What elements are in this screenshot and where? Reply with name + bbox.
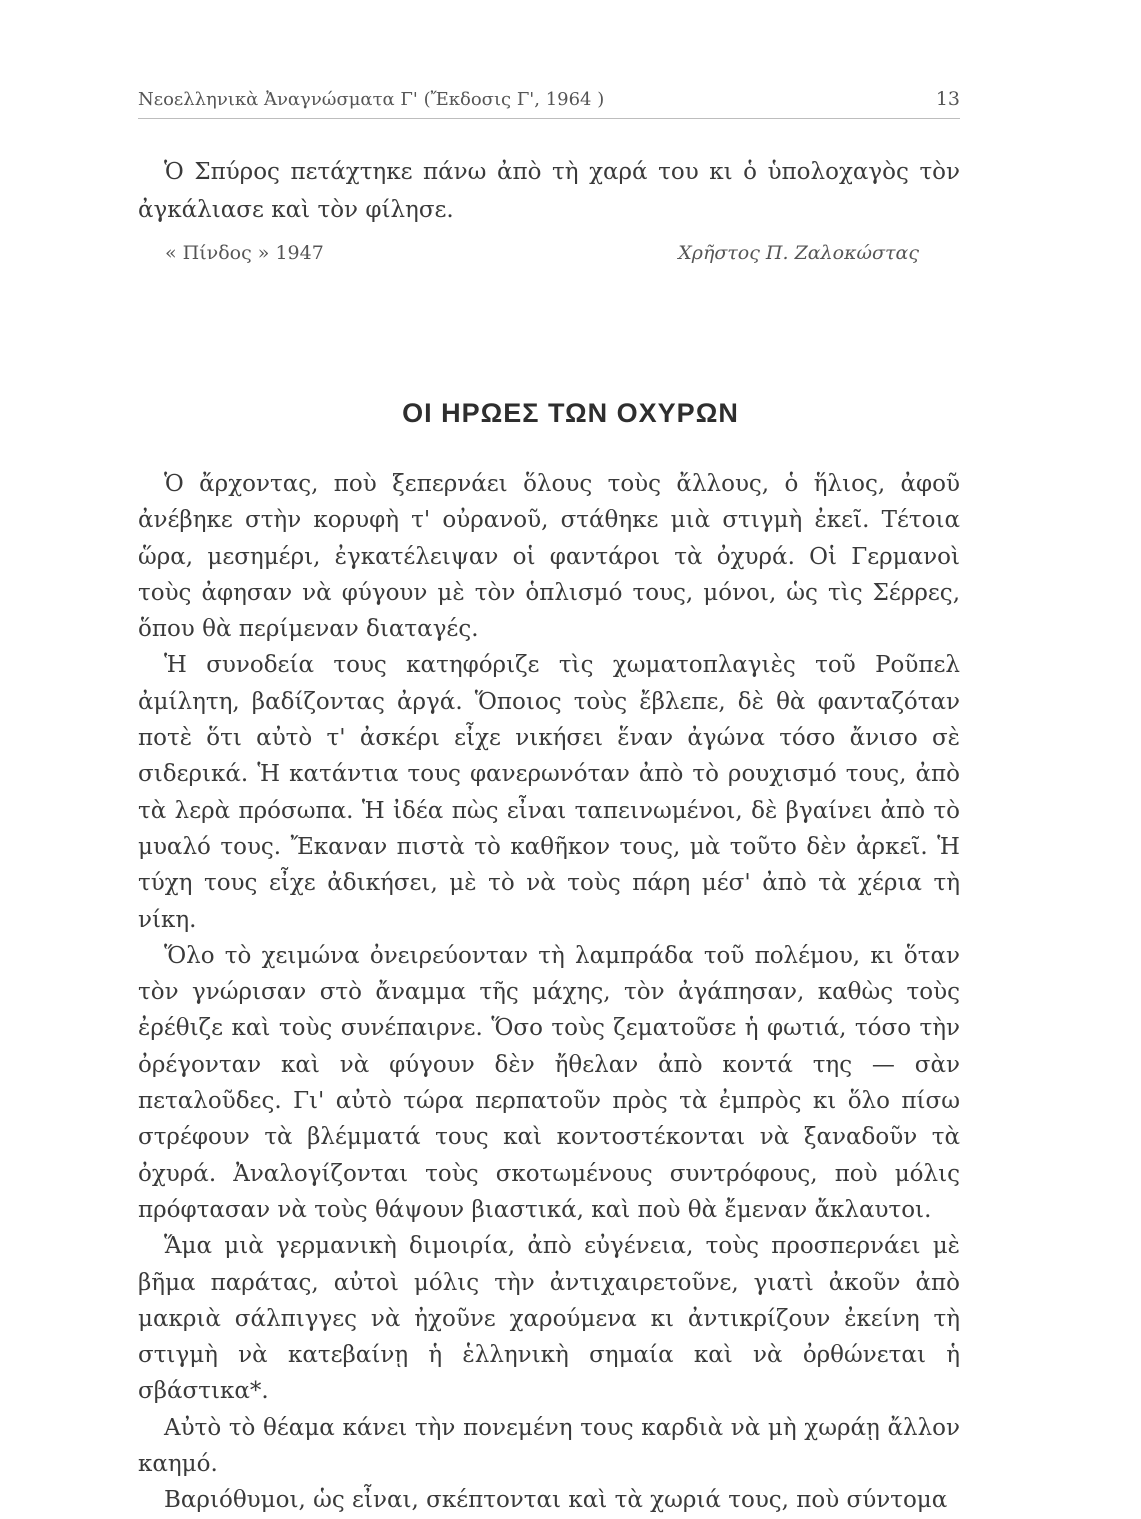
paragraph: Βαριόθυμοι, ὡς εἶναι, σκέπτονται καὶ τὰ χωριά τους, ποὺ σύντομα <box>164 1487 948 1514</box>
closing-line: Ὁ Σπύρος πετάχτηκε πάνω ἀπὸ τὴ χαρά του κι ὁ ὑπολοχαγὸς τὸν ἀγκάλιασε καὶ τὸν φίλησε. <box>138 159 960 223</box>
previous-story-ending <box>138 153 960 229</box>
paragraph: Ἡ συνοδεία τους κατηφόριζε τὶς χωματοπλαγιὲς τοῦ Ροῦπελ ἀμίλητη, βαδίζοντας ἀργά. Ὅποιος τοὺς ἔβλεπε, δὲ θὰ φανταζόταν ποτὲ ὅτι αὐτὸ τ' ἀσκέρι εἶχε νικήσει ἕναν ἀγώνα τόσο ἄνισο σὲ σιδερικά. Ἡ κατάντια τους φανερωνόταν ἀπὸ τὸ ρουχισμό τους, ἀπὸ τὰ λερὰ πρόσωπα. Ἡ ἰδέα πὼς εἶναι ταπεινωμένοι, δὲ βγαίνει ἀπὸ τὸ μυαλό τους. Ἔκαναν πιστὰ τὸ καθῆκον τους, μὰ τοῦτο δὲν ἀρκεῖ. Ἡ τύχη τους εἶχε ἀδικήσει, μὲ τὸ νὰ τοὺς πάρη μέσ' ἀπὸ τὰ χέρια τὴ νίκη. <box>138 652 960 933</box>
previous-story-signature <box>165 242 919 264</box>
paragraph: Ὁ ἄρχοντας, ποὺ ξεπερνάει ὅλους τοὺς ἄλλους, ὁ ἥλιος, ἀφοῦ ἀνέβηκε στὴν κορυφὴ τ' οὐρανοῦ, στάθηκε μιὰ στιγμὴ ἐκεῖ. Τέτοια ὥρα, μεσημέρι, ἐγκατέλειψαν οἱ φαντάροι τὰ ὀχυρά. Οἱ Γερμανοὶ τοὺς ἀφησαν νὰ φύγουν μὲ τὸν ὁπλισμό τους, μόνοι, ὡς τὶς Σέρρες, ὅπου θὰ περίμεναν διαταγές. <box>138 471 960 643</box>
article-body <box>138 466 960 1519</box>
paragraph: Αὐτὸ τὸ θέαμα κάνει τὴν πονεμένη τους καρδιὰ νὰ μὴ χωράῃ ἄλλον καημό. <box>138 1414 960 1478</box>
paragraph: Ὅλο τὸ χειμώνα ὀνειρεύονταν τὴ λαμπράδα τοῦ πολέμου, κι ὅταν τὸν γνώρισαν στὸ ἄναμμα τῆς μάχης, τὸν ἀγάπησαν, καθὼς τοὺς ἐρέθιζε καὶ τοὺς συνέπαιρνε. Ὅσο τοὺς ζεματοῦσε ἡ φωτιά, τόσο τὴν ὀρέγονταν καὶ νὰ φύγουν δὲν ἤθελαν ἀπὸ κοντά της — σὰν πεταλοῦδες. Γι' αὐτὸ τώρα περπατοῦν πρὸς τὰ ἐμπρὸς κι ὅλο πίσω στρέφουν τὰ βλέμματά τους καὶ κοντοστέκονται νὰ ξαναδοῦν τὰ ὀχυρά. Ἀναλογίζονται τοὺς σκοτωμένους συντρόφους, ποὺ μόλις πρόφτασαν νὰ τοὺς θάψουν βιαστικά, καὶ ποὺ θὰ ἔμεναν ἄκλαυτοι. <box>138 942 960 1223</box>
running-header <box>138 88 960 119</box>
source-citation: « Πίνδος » 1947 <box>165 242 324 264</box>
running-title: Νεοελληνικὰ Ἀναγνώσματα Γ' (Ἔκδοσις Γ', 1964 ) <box>138 89 605 110</box>
paragraph: Ἅμα μιὰ γερμανικὴ διμοιρία, ἀπὸ εὐγένεια, τοὺς προσπερνάει μὲ βῆμα παράτας, αὐτοὶ μόλις τὴν ἀντιχαιρετοῦνε, γιατὶ ἀκοῦν ἀπὸ μακριὰ σάλπιγγες νὰ ἠχοῦνε χαρούμενα κι ἀντικρίζουν ἐκείνη τὴ στιγμὴ νὰ κατεβαίνῃ ἡ ἑλληνικὴ σημαία καὶ νὰ ὀρθώνεται ἡ σβάστικα*. <box>138 1233 960 1405</box>
author-name: Χρῆστος Π. Ζαλοκώστας <box>678 242 919 264</box>
page-number: 13 <box>935 88 960 110</box>
article-title: ΟΙ ΗΡΩΕΣ ΤΩΝ ΟΧΥΡΩΝ <box>402 398 739 428</box>
